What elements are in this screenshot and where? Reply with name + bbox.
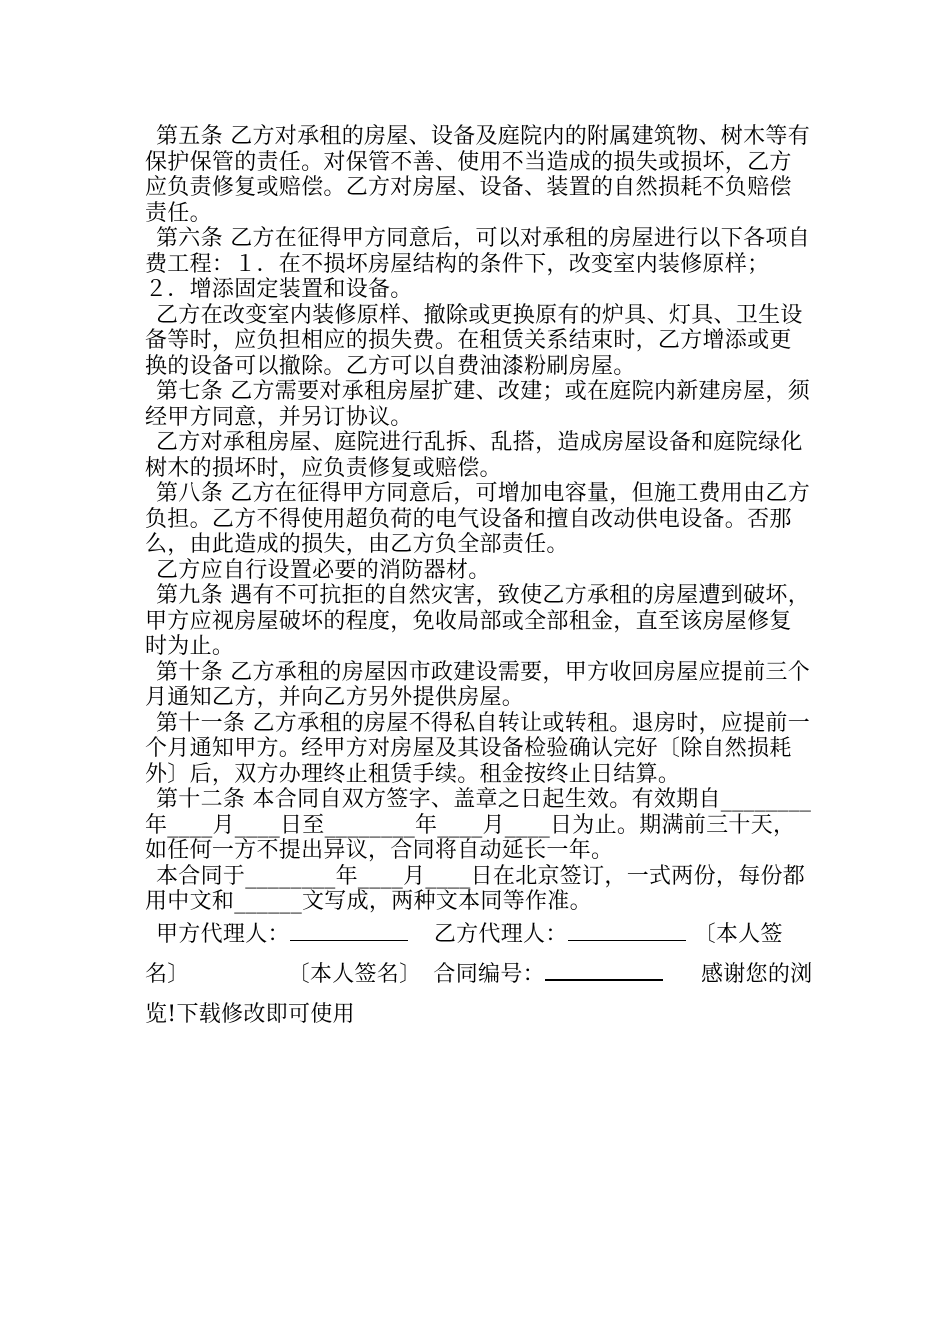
article-7-paragraph: 第七条 乙方需要对承租房屋扩建、改建；或在庭院内新建房屋，须经甲方同意，并另订协议。 xyxy=(145,379,810,430)
article-12-paragraph: 第十二条 本合同自双方签字、盖章之日起生效。有效期自________年____月____日至________年____月____日为止。期满前三十天，如任何一方不提出异议，合同将自动延长一年。 xyxy=(145,787,812,863)
article-11-paragraph: 第十一条 乙方承租的房屋不得私自转让或转租。退房时，应提前一个月通知甲方。经甲方对房屋及其设备检验确认完好〔除自然损耗外〕后，双方办理终止租赁手续。租金按终止日结算。 xyxy=(145,710,810,787)
party-b-sign-note: 〔本人签名〕 xyxy=(287,961,422,987)
signing-paragraph: 本合同于________年____月____日在北京签订，一式两份，每份都用中文和______文写成，两种文本同等作准。 xyxy=(145,863,806,914)
article-6-paragraph: 第六条 乙方在征得甲方同意后，可以对承租的房屋进行以下各项自费工程：１．在不损坏房屋结构的条件下，改变室内装修原样；２．增添固定装置和设备。 xyxy=(145,226,810,302)
document-page xyxy=(145,124,813,1035)
party-a-agent-label: 甲方代理人： xyxy=(156,921,290,947)
article-5-paragraph: 第五条 乙方对承租的房屋、设备及庭院内的附属建筑物、树木等有保护保管的责任。对保管不善、使用不当造成的损失或损坏，乙方应负责修复或赔偿。乙方对房屋、设备、装置的自然损耗不负赔偿责任。 xyxy=(145,124,810,226)
party-a-signature-line[interactable] xyxy=(290,922,408,941)
article-7-detail-paragraph: 乙方对承租房屋、庭院进行乱拆、乱搭，造成房屋设备和庭院绿化树木的损坏时，应负责修复或赔偿。 xyxy=(145,430,803,481)
party-b-agent-label: 乙方代理人： xyxy=(433,921,568,947)
article-6-detail-paragraph: 乙方在改变室内装修原样、撤除或更换原有的炉具、灯具、卫生设备等时，应负担相应的损失费。在租赁关系结束时，乙方增添或更换的设备可以撤除。乙方可以自费油漆粉刷房屋。 xyxy=(145,302,803,379)
article-9-paragraph: 第九条 遇有不可抗拒的自然灾害，致使乙方承租的房屋遭到破坏，甲方应视房屋破坏的程度，免收局部或全部租金，直至该房屋修复时为止。 xyxy=(145,583,810,659)
article-8-paragraph: 第八条 乙方在征得甲方同意后，可增加电容量，但施工费用由乙方负担。乙方不得使用超负荷的电气设备和擅自改动供电设备。否那么，由此造成的损失，由乙方负全部责任。 xyxy=(145,481,810,557)
party-b-signature-line[interactable] xyxy=(568,922,686,941)
party-a-sign-note: 〔本人签名〕 xyxy=(145,921,783,987)
signature-block xyxy=(145,915,813,1035)
article-10-paragraph: 第十条 乙方承租的房屋因市政建设需要，甲方收回房屋应提前三个月通知乙方，并向乙方另外提供房屋。 xyxy=(145,659,810,710)
contract-number-line[interactable] xyxy=(545,961,663,981)
contract-number-label: 合同编号： xyxy=(433,961,545,987)
thanks-note: 感谢您的浏览!下载修改即可使用 xyxy=(145,961,813,1027)
article-8-detail-paragraph: 乙方应自行设置必要的消防器材。 xyxy=(156,557,491,583)
